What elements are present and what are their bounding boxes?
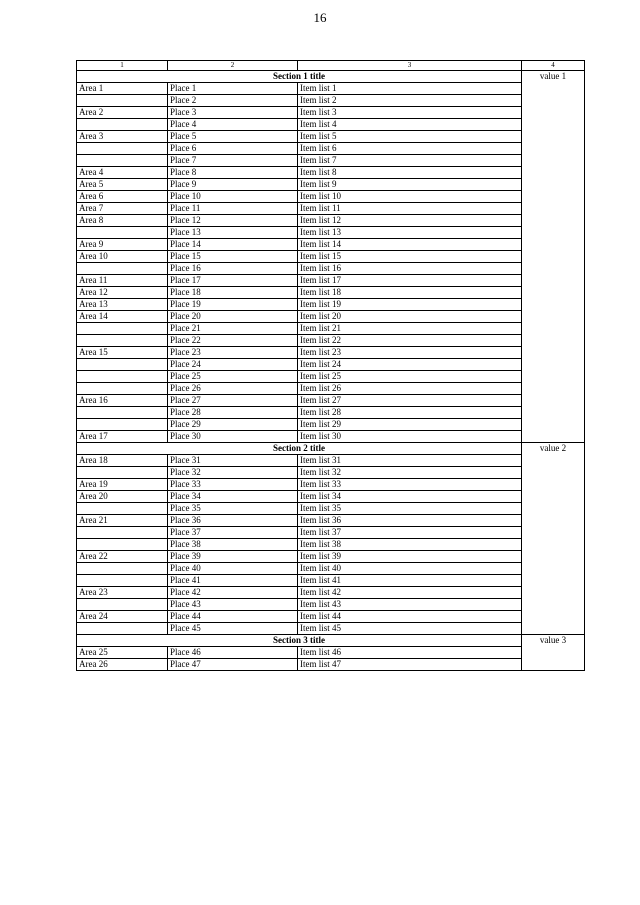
place-cell: Place 7 (168, 155, 298, 167)
table-row (77, 275, 585, 287)
area-cell (77, 359, 168, 371)
place-cell: Place 40 (168, 563, 298, 575)
items-cell: Item list 34 (298, 491, 522, 503)
items-cell: Item list 22 (298, 335, 522, 347)
area-cell (77, 383, 168, 395)
table-row (77, 491, 585, 503)
items-cell: Item list 43 (298, 599, 522, 611)
items-cell: Item list 32 (298, 467, 522, 479)
table-row (77, 515, 585, 527)
items-cell: Item list 10 (298, 191, 522, 203)
place-cell: Place 19 (168, 299, 298, 311)
section-title: Section 1 title (77, 71, 522, 83)
place-cell: Place 39 (168, 551, 298, 563)
place-cell: Place 12 (168, 215, 298, 227)
items-cell: Item list 31 (298, 455, 522, 467)
column-number: 3 (298, 61, 522, 71)
table-row (77, 251, 585, 263)
area-cell (77, 407, 168, 419)
table-row (77, 419, 585, 431)
table-row (77, 155, 585, 167)
table-row (77, 227, 585, 239)
items-cell: Item list 9 (298, 179, 522, 191)
column-number: 2 (168, 61, 298, 71)
place-cell: Place 4 (168, 119, 298, 131)
table-row (77, 395, 585, 407)
area-cell (77, 371, 168, 383)
place-cell: Place 47 (168, 659, 298, 671)
table-row (77, 335, 585, 347)
table-row (77, 479, 585, 491)
table-row (77, 83, 585, 95)
table-row (77, 323, 585, 335)
page-number: 16 (313, 10, 327, 25)
items-cell: Item list 14 (298, 239, 522, 251)
table-row (77, 647, 585, 659)
table-row (77, 287, 585, 299)
section-value: value 2 (522, 443, 585, 635)
area-cell: Area 9 (77, 239, 168, 251)
area-cell: Area 8 (77, 215, 168, 227)
items-cell: Item list 44 (298, 611, 522, 623)
items-cell: Item list 6 (298, 143, 522, 155)
section-value: value 3 (522, 635, 585, 671)
place-cell: Place 46 (168, 647, 298, 659)
table-row (77, 299, 585, 311)
place-cell: Place 31 (168, 455, 298, 467)
table-row (77, 95, 585, 107)
table-row (77, 107, 585, 119)
place-cell: Place 18 (168, 287, 298, 299)
area-cell (77, 503, 168, 515)
table-row (77, 143, 585, 155)
items-cell: Item list 12 (298, 215, 522, 227)
items-cell: Item list 46 (298, 647, 522, 659)
area-cell: Area 7 (77, 203, 168, 215)
place-cell: Place 23 (168, 347, 298, 359)
table-row (77, 359, 585, 371)
items-cell: Item list 40 (298, 563, 522, 575)
items-cell: Item list 47 (298, 659, 522, 671)
table-row (77, 551, 585, 563)
place-cell: Place 2 (168, 95, 298, 107)
table-row (77, 371, 585, 383)
place-cell: Place 20 (168, 311, 298, 323)
place-cell: Place 43 (168, 599, 298, 611)
area-cell: Area 24 (77, 611, 168, 623)
place-cell: Place 32 (168, 467, 298, 479)
allocation-table (76, 60, 585, 671)
area-cell (77, 623, 168, 635)
place-cell: Place 22 (168, 335, 298, 347)
items-cell: Item list 23 (298, 347, 522, 359)
area-cell: Area 3 (77, 131, 168, 143)
table-row (77, 527, 585, 539)
place-cell: Place 10 (168, 191, 298, 203)
table-row (77, 203, 585, 215)
area-cell: Area 14 (77, 311, 168, 323)
table-row (77, 659, 585, 671)
table-row (77, 611, 585, 623)
area-cell: Area 12 (77, 287, 168, 299)
place-cell: Place 16 (168, 263, 298, 275)
items-cell: Item list 4 (298, 119, 522, 131)
items-cell: Item list 29 (298, 419, 522, 431)
items-cell: Item list 20 (298, 311, 522, 323)
items-cell: Item list 17 (298, 275, 522, 287)
items-cell: Item list 24 (298, 359, 522, 371)
column-number: 4 (522, 61, 585, 71)
items-cell: Item list 39 (298, 551, 522, 563)
place-cell: Place 8 (168, 167, 298, 179)
area-cell: Area 16 (77, 395, 168, 407)
table-row (77, 383, 585, 395)
place-cell: Place 1 (168, 83, 298, 95)
place-cell: Place 13 (168, 227, 298, 239)
items-cell: Item list 15 (298, 251, 522, 263)
area-cell (77, 95, 168, 107)
place-cell: Place 21 (168, 323, 298, 335)
table-row (77, 575, 585, 587)
area-cell: Area 11 (77, 275, 168, 287)
place-cell: Place 30 (168, 431, 298, 443)
area-cell (77, 335, 168, 347)
area-cell: Area 17 (77, 431, 168, 443)
section-title: Section 2 title (77, 443, 522, 455)
table-row (77, 263, 585, 275)
items-cell: Item list 16 (298, 263, 522, 275)
items-cell: Item list 1 (298, 83, 522, 95)
area-cell (77, 599, 168, 611)
area-cell (77, 155, 168, 167)
place-cell: Place 3 (168, 107, 298, 119)
section-title: Section 3 title (77, 635, 522, 647)
area-cell: Area 20 (77, 491, 168, 503)
table-row (77, 563, 585, 575)
items-cell: Item list 33 (298, 479, 522, 491)
table-row (77, 119, 585, 131)
area-cell: Area 2 (77, 107, 168, 119)
table-row (77, 131, 585, 143)
place-cell: Place 28 (168, 407, 298, 419)
area-cell (77, 575, 168, 587)
column-number: 1 (77, 61, 168, 71)
column-number-row (77, 61, 585, 71)
place-cell: Place 6 (168, 143, 298, 155)
place-cell: Place 27 (168, 395, 298, 407)
area-cell (77, 263, 168, 275)
area-cell: Area 1 (77, 83, 168, 95)
items-cell: Item list 38 (298, 539, 522, 551)
place-cell: Place 5 (168, 131, 298, 143)
area-cell (77, 143, 168, 155)
table-row (77, 239, 585, 251)
items-cell: Item list 42 (298, 587, 522, 599)
place-cell: Place 11 (168, 203, 298, 215)
items-cell: Item list 37 (298, 527, 522, 539)
table-row (77, 587, 585, 599)
place-cell: Place 24 (168, 359, 298, 371)
place-cell: Place 35 (168, 503, 298, 515)
place-cell: Place 44 (168, 611, 298, 623)
place-cell: Place 15 (168, 251, 298, 263)
area-cell (77, 119, 168, 131)
table-row (77, 407, 585, 419)
table-body (77, 61, 585, 671)
table-row (77, 311, 585, 323)
items-cell: Item list 27 (298, 395, 522, 407)
section-header-row (77, 443, 585, 455)
items-cell: Item list 7 (298, 155, 522, 167)
place-cell: Place 41 (168, 575, 298, 587)
area-cell: Area 23 (77, 587, 168, 599)
table-row (77, 167, 585, 179)
area-cell (77, 527, 168, 539)
items-cell: Item list 21 (298, 323, 522, 335)
place-cell: Place 25 (168, 371, 298, 383)
place-cell: Place 45 (168, 623, 298, 635)
area-cell (77, 539, 168, 551)
items-cell: Item list 18 (298, 287, 522, 299)
items-cell: Item list 19 (298, 299, 522, 311)
area-cell (77, 227, 168, 239)
place-cell: Place 36 (168, 515, 298, 527)
place-cell: Place 29 (168, 419, 298, 431)
items-cell: Item list 2 (298, 95, 522, 107)
place-cell: Place 38 (168, 539, 298, 551)
table-row (77, 431, 585, 443)
table-row (77, 467, 585, 479)
area-cell: Area 15 (77, 347, 168, 359)
table-row (77, 455, 585, 467)
table-row (77, 179, 585, 191)
area-cell (77, 467, 168, 479)
items-cell: Item list 11 (298, 203, 522, 215)
table-row (77, 599, 585, 611)
section-header-row (77, 71, 585, 83)
table-row (77, 347, 585, 359)
area-cell: Area 18 (77, 455, 168, 467)
items-cell: Item list 26 (298, 383, 522, 395)
table-row (77, 215, 585, 227)
area-cell: Area 25 (77, 647, 168, 659)
place-cell: Place 42 (168, 587, 298, 599)
items-cell: Item list 41 (298, 575, 522, 587)
items-cell: Item list 28 (298, 407, 522, 419)
section-header-row (77, 635, 585, 647)
items-cell: Item list 35 (298, 503, 522, 515)
table-row (77, 539, 585, 551)
items-cell: Item list 30 (298, 431, 522, 443)
area-cell: Area 19 (77, 479, 168, 491)
section-value: value 1 (522, 71, 585, 443)
area-cell (77, 323, 168, 335)
place-cell: Place 37 (168, 527, 298, 539)
items-cell: Item list 36 (298, 515, 522, 527)
items-cell: Item list 5 (298, 131, 522, 143)
area-cell: Area 10 (77, 251, 168, 263)
place-cell: Place 9 (168, 179, 298, 191)
place-cell: Place 17 (168, 275, 298, 287)
area-cell: Area 4 (77, 167, 168, 179)
items-cell: Item list 3 (298, 107, 522, 119)
table-row (77, 503, 585, 515)
items-cell: Item list 25 (298, 371, 522, 383)
place-cell: Place 33 (168, 479, 298, 491)
area-cell (77, 419, 168, 431)
items-cell: Item list 8 (298, 167, 522, 179)
place-cell: Place 34 (168, 491, 298, 503)
area-cell: Area 21 (77, 515, 168, 527)
area-cell: Area 5 (77, 179, 168, 191)
area-cell: Area 22 (77, 551, 168, 563)
area-cell: Area 26 (77, 659, 168, 671)
place-cell: Place 14 (168, 239, 298, 251)
table-row (77, 623, 585, 635)
items-cell: Item list 45 (298, 623, 522, 635)
area-cell: Area 6 (77, 191, 168, 203)
table-row (77, 191, 585, 203)
area-cell: Area 13 (77, 299, 168, 311)
place-cell: Place 26 (168, 383, 298, 395)
area-cell (77, 563, 168, 575)
items-cell: Item list 13 (298, 227, 522, 239)
